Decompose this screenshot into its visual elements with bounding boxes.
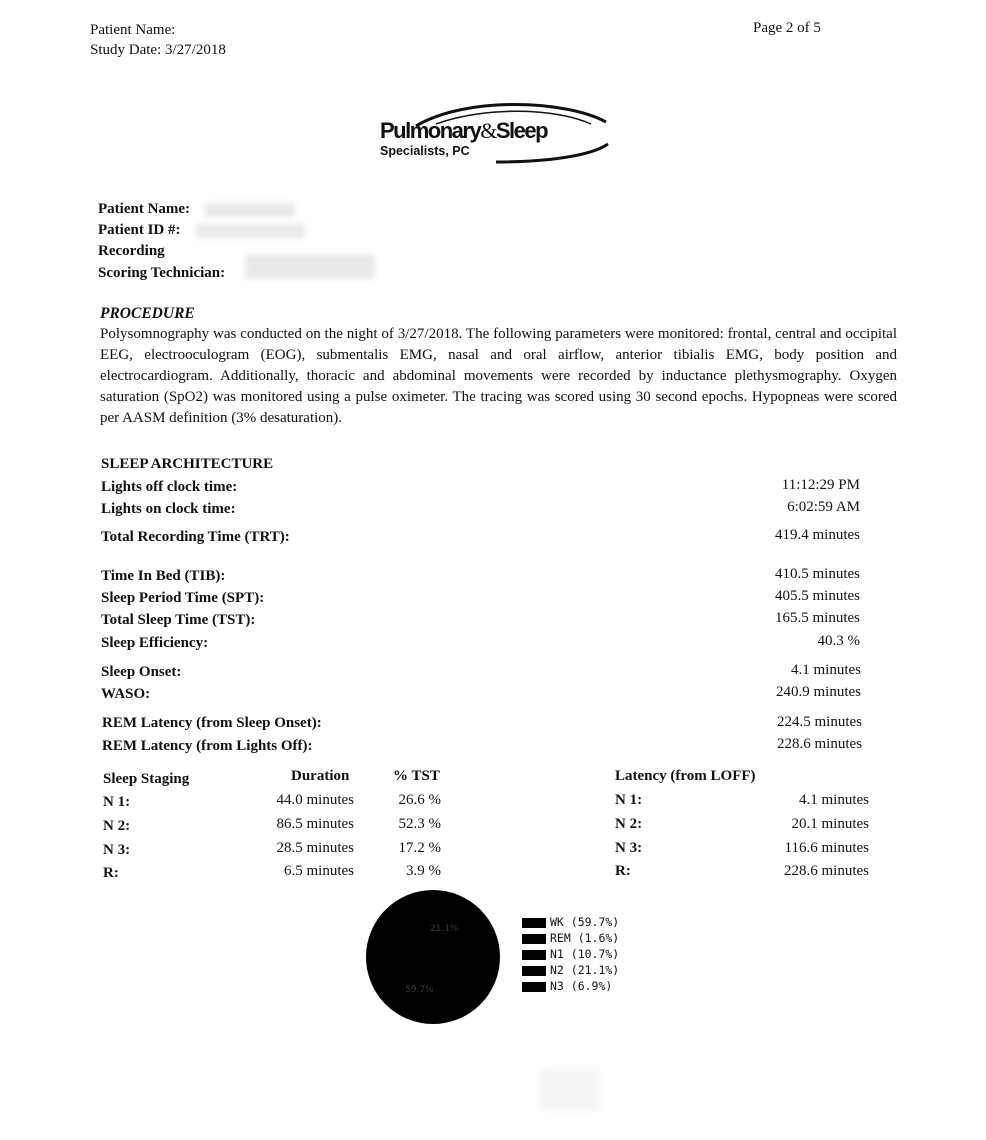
legend-item-n2: N2 (21.1%) [550,963,620,977]
arch-label-spt: Sleep Period Time (SPT): [101,590,265,606]
procedure-text: Polysomnography was conducted on the night of 3/27/2018. The following parameters were monitored: frontal, central and occipital EEG, electrooculogram (EOG), submentalis EMG, nasal and oral airflow, anterior tibialis EMG, body position and electrocardiogram. Additionally, thoracic and abdominal movements were recorded by inductance plethysmography. Oxygen saturation (SpO2) was monitored using a pulse oximeter. The tracing was scored using 30 second epochs. Hypopneas were scored per AASM definition (3% desaturation). [100,326,897,426]
staging-row-pct: 17.2 % [398,840,441,856]
staging-row-duration: 28.5 minutes [276,840,354,856]
latency-row-stage: R: [615,863,631,879]
staging-row-duration: 86.5 minutes [276,816,354,832]
legend-item-rem: REM (1.6%) [550,931,620,945]
arch-value-spt: 405.5 minutes [775,588,860,604]
pie-disc [366,890,500,1024]
legend-item-wk: WK (59.7%) [550,915,620,929]
redaction-technician [245,255,375,279]
legend-swatch-rem [522,934,546,944]
redaction-patient-id [195,224,305,238]
staging-row-stage: R: [103,865,119,881]
arch-value-tib: 410.5 minutes [775,566,860,582]
staging-header-stage: Sleep Staging [103,771,190,787]
arch-label-tst: Total Sleep Time (TST): [101,612,256,628]
sleep-stage-pie-chart [360,884,506,1030]
logo-line1-right: Sleep [495,118,548,143]
latency-row-value: 20.1 minutes [791,816,869,832]
pie-label-top: 21.1% [430,924,459,934]
staging-header-latency: Latency (from LOFF) [615,768,756,784]
company-logo [376,100,612,172]
latency-row-stage: N 2: [615,816,643,832]
arch-value-efficiency: 40.3 % [817,633,860,649]
latency-row-stage: N 3: [615,840,643,856]
pie-label-bottom: 59.7% [405,985,434,995]
staging-row-pct: 52.3 % [398,816,441,832]
arch-label-rem-latency-lights: REM Latency (from Lights Off): [102,738,313,754]
arch-value-trt: 419.4 minutes [775,527,860,543]
arch-label-waso: WASO: [101,686,151,702]
patient-id-label: Patient ID #: [98,222,181,238]
legend-item-n1: N1 (10.7%) [550,947,620,961]
latency-row-value: 228.6 minutes [784,863,869,879]
staging-row-stage: N 2: [103,818,131,834]
arch-label-trt: Total Recording Time (TRT): [101,529,290,545]
recording-label: Recording [98,243,165,259]
scoring-technician-label: Scoring Technician: [98,265,226,281]
arch-label-tib: Time In Bed (TIB): [101,568,226,584]
legend-swatch-n1 [522,950,546,960]
legend-swatch-n3 [522,982,546,992]
staging-row-duration: 6.5 minutes [284,863,354,879]
arch-value-lights-on: 6:02:59 AM [787,499,860,515]
arch-value-tst: 165.5 minutes [775,610,860,626]
arch-value-lights-off: 11:12:29 PM [781,477,860,493]
page-number: Page 2 of 5 [753,20,821,36]
staging-header-pct: % TST [393,768,440,784]
latency-row-value: 4.1 minutes [799,792,869,808]
staging-row-pct: 26.6 % [398,792,441,808]
header-study-date: Study Date: 3/27/2018 [90,42,226,58]
legend-item-n3: N3 (6.9%) [550,979,613,993]
scan-smudge [540,1070,600,1110]
procedure-title: PROCEDURE [100,305,195,322]
staging-row-stage: N 1: [103,794,131,810]
latency-row-stage: N 1: [615,792,643,808]
legend-swatch-n2 [522,966,546,976]
arch-label-efficiency: Sleep Efficiency: [101,635,209,651]
staging-row-stage: N 3: [103,842,131,858]
logo-line2: Specialists, PC [380,144,470,158]
staging-row-pct: 3.9 % [406,863,441,879]
staging-row-duration: 44.0 minutes [276,792,354,808]
arch-label-sleep-onset: Sleep Onset: [101,664,182,680]
arch-value-rem-latency-lights: 228.6 minutes [777,736,862,752]
latency-row-value: 116.6 minutes [784,840,869,856]
arch-label-lights-off: Lights off clock time: [101,479,238,495]
staging-header-duration: Duration [291,768,350,784]
arch-value-sleep-onset: 4.1 minutes [791,662,861,678]
header-patient-name: Patient Name: [90,22,176,38]
arch-value-waso: 240.9 minutes [776,684,861,700]
patient-name-label: Patient Name: [98,201,191,217]
arch-value-rem-latency-onset: 224.5 minutes [777,714,862,730]
logo-ampersand: & [480,118,496,143]
legend-swatch-wk [522,918,546,928]
redaction-patient-name [205,203,295,217]
logo-line1-left: Pulmonary [380,118,481,143]
sleep-architecture-title: SLEEP ARCHITECTURE [101,456,274,472]
arch-label-rem-latency-onset: REM Latency (from Sleep Onset): [102,715,322,731]
arch-label-lights-on: Lights on clock time: [101,501,236,517]
